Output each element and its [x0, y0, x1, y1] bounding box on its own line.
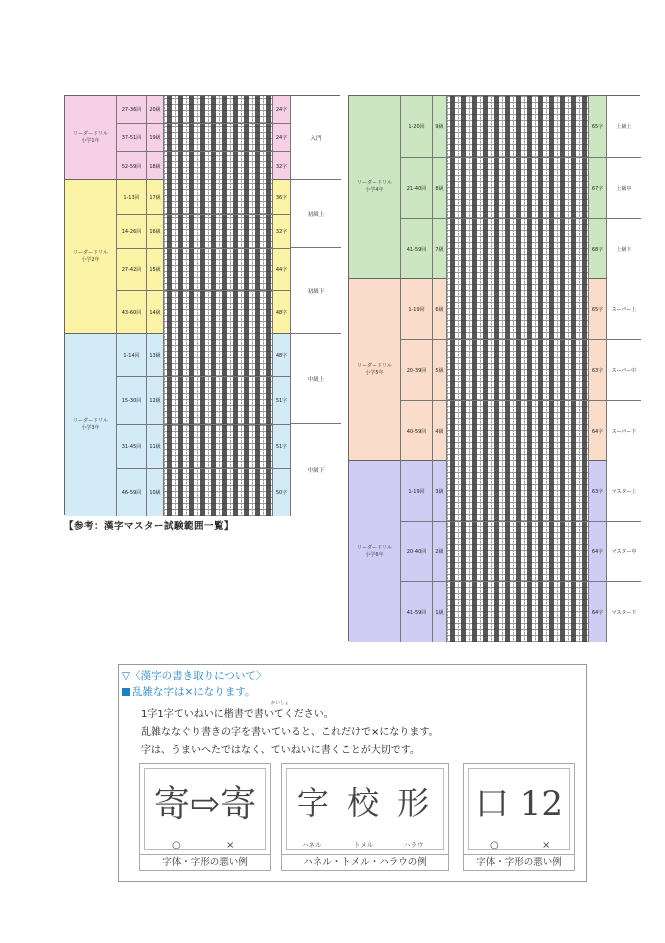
note-subheading	[122, 684, 255, 699]
count-cell: 44字	[273, 249, 291, 290]
count-cell: 64字	[589, 582, 607, 642]
note-heading: ▽〈漢字の書き取りについて〉	[122, 670, 267, 682]
kanji-grid	[164, 96, 273, 123]
table-row	[401, 400, 641, 461]
kyu-cell: 13級	[147, 334, 164, 376]
range-cell: 1-19回	[401, 461, 433, 521]
count-cell: 32字	[273, 152, 291, 180]
left-kanji-range-table	[64, 95, 340, 515]
kyu-cell: 14級	[147, 291, 164, 334]
example-caption: ハネル・トメル・ハラウの例	[282, 854, 448, 870]
handwriting-note-panel	[118, 664, 587, 882]
count-cell: 24字	[273, 96, 291, 123]
kanji-grid	[447, 401, 589, 461]
example-caption: 字体・字形の悪い例	[464, 854, 574, 870]
correct-mark: ○	[172, 840, 181, 851]
count-cell: 64字	[589, 522, 607, 581]
range-cell: 40-59回	[401, 401, 433, 461]
kyu-cell: 12級	[147, 377, 164, 424]
rows-grade-5	[401, 279, 641, 461]
kyu-cell: 4級	[433, 401, 447, 461]
kanji-grid	[164, 425, 273, 468]
grade-label: リーダードリル 小学6年	[349, 461, 401, 642]
kanji-grid	[164, 334, 273, 376]
kyu-cell: 17級	[147, 180, 164, 214]
rows-grade-6	[401, 461, 641, 642]
kyu-cell: 18級	[147, 152, 164, 180]
table-caption: 【参考：漢字マスター試験範囲一覧】	[64, 521, 235, 532]
count-cell: 48字	[273, 291, 291, 334]
kanji-grid	[447, 582, 589, 642]
count-cell: 67字	[589, 158, 607, 218]
level-cell: 上級上	[607, 96, 641, 157]
kanji-grid	[164, 291, 273, 334]
kyu-cell: 3級	[433, 461, 447, 521]
table-row	[401, 339, 641, 400]
note-subheading-text: 乱雑な字は×になります。	[132, 686, 256, 698]
correct-mark: ○	[490, 840, 499, 851]
note-line-1: 1字1字ていねいに楷書で書いてください。	[141, 709, 334, 720]
range-cell: 1-20回	[401, 96, 433, 157]
kanji-grid	[447, 96, 589, 157]
table-row	[401, 96, 641, 157]
table-row	[401, 581, 641, 642]
range-cell: 37-51回	[117, 124, 147, 151]
count-cell: 48字	[273, 334, 291, 376]
grade-label: リーダードリル 小学3年	[65, 334, 117, 516]
count-cell: 63字	[589, 461, 607, 521]
range-cell: 14-26回	[117, 215, 147, 248]
level-cell: 初級上	[291, 180, 341, 248]
kanji-grid	[164, 249, 273, 290]
count-cell: 63字	[589, 340, 607, 400]
square-bullet-icon	[122, 688, 130, 696]
count-cell: 32字	[273, 215, 291, 248]
level-cell: スーパー上	[607, 279, 641, 339]
level-cell: スーパー下	[607, 401, 641, 461]
kyu-cell: 11級	[147, 425, 164, 468]
range-cell: 52-59回	[117, 152, 147, 180]
example-bad-glyph-1	[139, 763, 271, 871]
range-cell: 46-59回	[117, 469, 147, 516]
kyu-cell: 8級	[433, 158, 447, 218]
kyu-cell: 10級	[147, 469, 164, 516]
example-bad-glyph-2	[463, 763, 575, 871]
stroke-label-harau: ハラウ	[404, 841, 424, 849]
example-glyphs: 口 12	[474, 784, 564, 824]
range-cell: 15-30回	[117, 377, 147, 424]
kanji-grid	[164, 215, 273, 248]
count-cell: 51字	[273, 425, 291, 468]
kyu-cell: 1級	[433, 582, 447, 642]
rows-grade-4	[401, 96, 641, 279]
level-cell: マスター下	[607, 582, 641, 642]
kyu-cell: 20級	[147, 96, 164, 123]
kanji-grid	[447, 219, 589, 279]
kanji-grid	[447, 158, 589, 218]
kanji-grid	[447, 522, 589, 581]
grade-label: リーダードリル 小学4年	[349, 96, 401, 278]
grade-label: リーダードリル 小学1年	[65, 96, 117, 179]
kanji-grid	[447, 461, 589, 521]
level-cell: マスター中	[607, 522, 641, 581]
table-row	[401, 157, 641, 218]
kyu-cell: 5級	[433, 340, 447, 400]
ruby-kaisho: かいしょ	[271, 701, 289, 706]
kyu-cell: 6級	[433, 279, 447, 339]
range-cell: 20-40回	[401, 522, 433, 581]
note-line-3: 字は、うまいへたではなく、ていねいに書くことが大切です。	[141, 745, 420, 756]
level-cell: スーパー中	[607, 340, 641, 400]
stroke-label-tome: トメル	[354, 841, 374, 849]
incorrect-mark: ×	[226, 840, 235, 851]
example-stroke-endings	[281, 763, 449, 871]
range-cell: 31-45回	[117, 425, 147, 468]
incorrect-mark: ×	[542, 840, 551, 851]
right-kanji-range-table	[348, 95, 640, 641]
kanji-grid	[164, 180, 273, 214]
range-cell: 1-19回	[401, 279, 433, 339]
range-cell: 21-40回	[401, 158, 433, 218]
kanji-grid	[164, 124, 273, 151]
kanji-grid	[447, 340, 589, 400]
table-row	[401, 461, 641, 521]
kyu-cell: 2級	[433, 522, 447, 581]
kanji-grid	[164, 152, 273, 180]
count-cell: 65字	[589, 96, 607, 157]
note-line-2: 乱雑ななぐり書きの字を書いていると、これだけで×になります。	[141, 727, 439, 738]
example-glyphs: 寄⇨寄	[153, 784, 257, 825]
count-cell: 36字	[273, 180, 291, 214]
range-cell: 27-42回	[117, 249, 147, 290]
level-cell: 中級下	[291, 424, 341, 516]
example-glyphs: 字 校 形	[296, 784, 434, 822]
range-cell: 27-36回	[117, 96, 147, 123]
kanji-grid	[447, 279, 589, 339]
level-cell: 上級中	[607, 158, 641, 218]
kyu-cell: 7級	[433, 219, 447, 279]
count-cell: 24字	[273, 124, 291, 151]
range-cell: 20-39回	[401, 340, 433, 400]
count-cell: 51字	[273, 377, 291, 424]
range-cell: 43-60回	[117, 291, 147, 334]
range-cell: 41-59回	[401, 219, 433, 279]
kanji-grid	[164, 469, 273, 516]
stroke-label-hane: ハネル	[302, 841, 322, 849]
level-cell: 初級下	[291, 248, 341, 334]
level-cell: 入門	[291, 96, 341, 180]
level-column	[291, 96, 341, 516]
kanji-grid	[164, 377, 273, 424]
kyu-cell: 19級	[147, 124, 164, 151]
grade-label: リーダードリル 小学5年	[349, 279, 401, 460]
count-cell: 64字	[589, 401, 607, 461]
level-cell: 中級上	[291, 334, 341, 424]
count-cell: 50字	[273, 469, 291, 516]
table-row	[401, 521, 641, 581]
kyu-cell: 9級	[433, 96, 447, 157]
grade-label: リーダードリル 小学2年	[65, 180, 117, 333]
level-cell: マスター上	[607, 461, 641, 521]
range-cell: 1-14回	[117, 334, 147, 376]
table-row	[401, 218, 641, 279]
kyu-cell: 16級	[147, 215, 164, 248]
count-cell: 65字	[589, 279, 607, 339]
count-cell: 68字	[589, 219, 607, 279]
example-caption: 字体・字形の悪い例	[140, 854, 270, 870]
level-cell: 上級下	[607, 219, 641, 279]
range-cell: 1-13回	[117, 180, 147, 214]
range-cell: 41-59回	[401, 582, 433, 642]
kyu-cell: 15級	[147, 249, 164, 290]
table-row	[401, 279, 641, 339]
